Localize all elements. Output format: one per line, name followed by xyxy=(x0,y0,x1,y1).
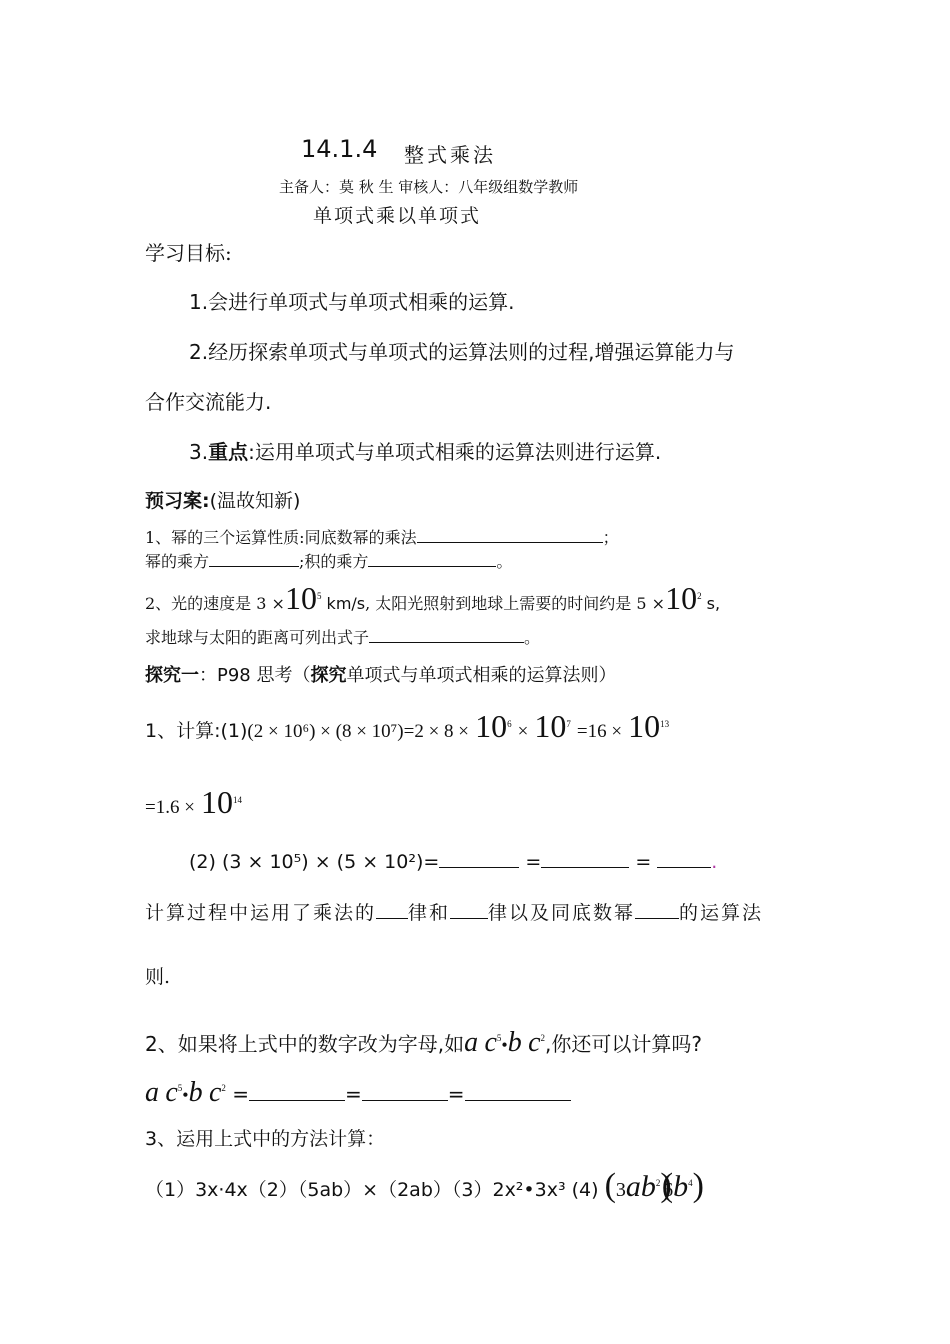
blank-same-base-multiplication[interactable] xyxy=(417,526,603,543)
law-blank-commutative[interactable] xyxy=(376,899,408,919)
preview-heading xyxy=(145,486,300,513)
ex4-open-paren: ( xyxy=(604,1167,616,1204)
preview-q2-end: 。 xyxy=(524,628,541,647)
explore-heading-rest-2: 单项式与单项式相乘的运算法则） xyxy=(346,665,617,686)
section-title: 整式乘法 xyxy=(404,143,496,167)
law-line xyxy=(145,898,763,925)
eq-var-c2: c xyxy=(208,1077,222,1108)
ex4-exp-4: 4 xyxy=(688,1178,693,1188)
preview-q2-text: 2、光的速度是 3 × xyxy=(145,594,285,613)
goal-item-2-line1: 2.经历探索单项式与单项式的运算法则的过程,增强运算能力与 xyxy=(189,340,735,364)
preview-q2-unit-1: km/s xyxy=(326,594,366,613)
explore-heading-bold: 探究一 xyxy=(145,665,199,686)
calc-1-exp-3: 13 xyxy=(660,719,670,729)
section-number: 14.1.4 xyxy=(301,135,378,163)
goal-item-3-bold: 重点 xyxy=(208,440,249,464)
q2-dot: • xyxy=(501,1035,508,1055)
preview-q2-text-2: , 太阳光照射到地球上需要的时间约是 5 × xyxy=(365,594,666,613)
eq-sign-2: = xyxy=(345,1082,362,1106)
goal-item-2-line2: 合作交流能力. xyxy=(145,390,272,414)
calc-2-blank-1[interactable] xyxy=(439,848,519,868)
law-blank-associative[interactable] xyxy=(450,899,488,919)
preview-heading-bold: 预习案: xyxy=(145,490,210,512)
exercise-line xyxy=(145,1160,704,1213)
preview-q2-line2 xyxy=(145,625,540,648)
calc-1-exp-2: 7 xyxy=(566,719,571,729)
explore-q2-text-2: ,你还可以计算吗? xyxy=(545,1032,702,1056)
law-text-b: 律和 xyxy=(408,902,451,924)
eq-var-c: c xyxy=(165,1077,178,1108)
preview-q1-end: 。 xyxy=(496,552,513,571)
calc-2-dot: . xyxy=(711,851,718,873)
ex4-coef-6: 6 xyxy=(663,1179,674,1201)
q2-var-c2: c xyxy=(528,1027,541,1058)
blank-power-of-power[interactable] xyxy=(209,550,299,567)
calc-2-blank-3[interactable] xyxy=(657,848,711,868)
law-text-d: 的运算法 xyxy=(679,902,764,924)
explore-heading xyxy=(145,661,616,687)
calc-1-exp-1: 6 xyxy=(507,719,512,729)
explore-q2-text: 2、如果将上式中的数字改为字母,如 xyxy=(145,1032,465,1056)
eq-sign-1: = xyxy=(232,1082,250,1106)
ex4-mid-paren: )( xyxy=(660,1167,664,1204)
preview-q2-exp-1: 5 xyxy=(316,591,322,601)
calc-1-ten-1: 10 xyxy=(475,708,508,744)
preview-q1-line2 xyxy=(145,549,512,572)
eq-dot: • xyxy=(182,1085,189,1105)
ex4-b: b xyxy=(673,1170,689,1203)
calc-2-blank-2[interactable] xyxy=(541,848,629,868)
law-text-a: 计算过程中运用了乘法的 xyxy=(145,902,377,924)
calc-1-line xyxy=(145,702,669,754)
ex4-close-paren: ) xyxy=(692,1167,704,1204)
calc-1-result xyxy=(145,778,242,830)
preview-q1-text: 1、幂的三个运算性质:同底数幂的乘法 xyxy=(145,528,417,547)
eq-var-a: a xyxy=(145,1077,159,1108)
explore-q3: 3、运用上式中的方法计算： xyxy=(145,1128,386,1150)
calc-1-eq: =16 × xyxy=(576,721,623,742)
preview-q2-ten-1: 10 xyxy=(284,580,317,616)
eq-blank-2[interactable] xyxy=(362,1080,448,1101)
eq-sign-3: = xyxy=(447,1082,465,1106)
eq-blank-3[interactable] xyxy=(465,1080,571,1101)
law-blank-same-base[interactable] xyxy=(635,899,679,919)
eq-exp-5: 5 xyxy=(177,1083,183,1093)
q2-var-b: b xyxy=(507,1027,522,1058)
blank-power-of-product[interactable] xyxy=(368,550,496,567)
law-line-2: 则. xyxy=(145,966,171,988)
explore-heading-rest: ：P98 思考（ xyxy=(199,665,311,686)
authors-line: 主备人：莫 秋 生 审核人：八年级组数学教师 xyxy=(279,178,579,196)
eq-blank-1[interactable] xyxy=(249,1080,345,1101)
calc-2-eq-2: = xyxy=(635,851,652,873)
calc-1-ten-2: 10 xyxy=(534,708,567,744)
preview-q2-exp-2: 2 xyxy=(697,591,702,601)
goal-item-3 xyxy=(189,436,661,465)
subtitle: 单项式乘以单项式 xyxy=(313,205,482,227)
q2-var-c: c xyxy=(484,1027,497,1058)
calc-1-exp-4: 14 xyxy=(232,795,242,805)
q2-exp-5: 5 xyxy=(496,1033,502,1043)
calc-2-eq-1: = xyxy=(525,851,542,873)
preview-q2-unit-2: s, xyxy=(706,594,721,613)
calc-1-label: 1、计算:(1) xyxy=(145,720,248,742)
goal-item-1: 1.会进行单项式与单项式相乘的运算. xyxy=(189,290,515,314)
preview-q1-power-label: 幂的乘方 xyxy=(145,552,210,571)
preview-q1-semicolon: ； xyxy=(602,528,619,547)
calc-1-expr: (2 × 10⁶) × (8 × 10⁷)=2 × 8 × xyxy=(247,721,470,742)
q2-var-a: a xyxy=(464,1027,479,1058)
preview-q2-line1 xyxy=(145,578,720,622)
goal-item-3-rest: :运用单项式与单项式相乘的运算法则进行运算. xyxy=(248,440,662,464)
explore-q2-line xyxy=(145,1018,702,1065)
calc-2-label: (2) (3 × 10⁵) × (5 × 10²)= xyxy=(189,851,440,873)
ex4-ab: ab xyxy=(625,1170,656,1203)
eq-var-b: b xyxy=(188,1077,203,1108)
goals-heading: 学习目标: xyxy=(145,241,232,265)
explore-q2-equation xyxy=(145,1068,571,1115)
q2-exp-2: 2 xyxy=(540,1033,545,1043)
preview-q2-ten-2: 10 xyxy=(665,580,698,616)
preview-heading-rest: (温故知新) xyxy=(209,490,301,512)
exercise-text: （1）3x·4x（2）（5ab）×（2ab）（3）2x²•3x³ (4) xyxy=(145,1179,599,1201)
law-text-c: 律以及同底数幂 xyxy=(488,902,636,924)
calc-1-times: × xyxy=(517,721,529,742)
preview-q2-text-3: 求地球与太阳的距离可列出式子 xyxy=(145,628,370,647)
calc-2-line xyxy=(189,848,717,873)
calc-1-ten-3: 10 xyxy=(628,708,661,744)
blank-distance-expression[interactable] xyxy=(369,626,524,643)
calc-1-result-prefix: =1.6 × xyxy=(145,797,195,818)
calc-1-ten-4: 10 xyxy=(200,784,233,820)
preview-q1-line1 xyxy=(145,525,619,548)
eq-exp-2: 2 xyxy=(221,1083,226,1093)
ex4-coef-3: 3 xyxy=(615,1179,626,1201)
preview-q1-product-label: ;积的乘方 xyxy=(299,552,369,571)
ex4-exp-2: 2 xyxy=(655,1178,661,1188)
explore-heading-bold-2: 探究 xyxy=(310,665,347,686)
goal-item-3-prefix: 3. xyxy=(189,440,209,464)
